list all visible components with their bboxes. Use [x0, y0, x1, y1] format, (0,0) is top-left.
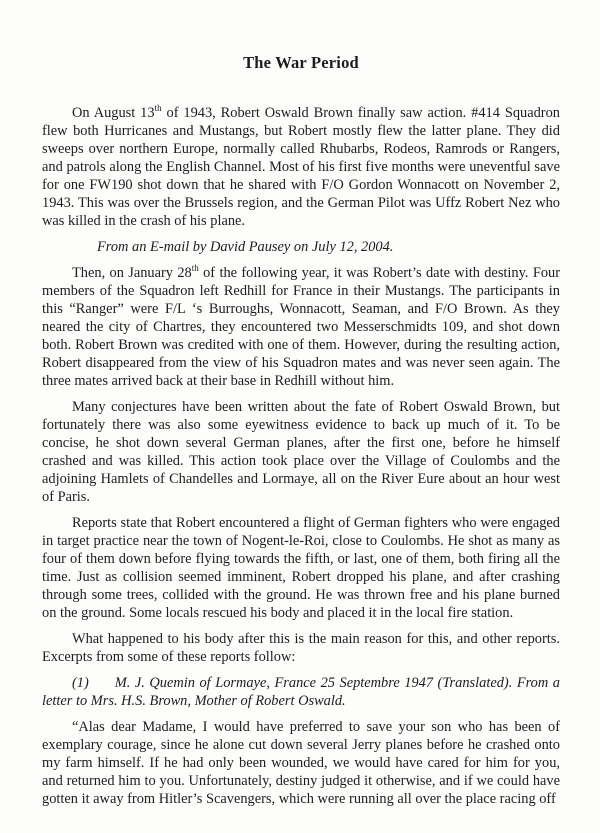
report-item-1	[42, 674, 560, 710]
paragraph-text: of 1943, Robert Oswald Brown finally saw action. #414 Squadron flew both Hurricanes and Mustangs, but Robert mostly flew the latter plane. They did sweeps over northern Europe, normally called Rhubarbs, Rodeos, Ramrods or Rangers, and patrols along the English Channel. Most of his first five months were uneventful save for one FW190 shot down that he shared with F/O Gordon Wonnacott on November 2, 1943. This was over the Brussels region, and the German Pilot was Uffz Robert Nez who was killed in the crash of his plane.	[42, 105, 560, 229]
paragraph-final-flight	[42, 264, 560, 390]
report-heading: M. J. Quemin of Lormaye, France 25 Septembre 1947 (Translated). From a letter to Mrs. H.S. Brown, Mother of Robert Oswald.	[42, 675, 560, 709]
paragraph-war-action	[42, 104, 560, 230]
paragraph-reports: Reports state that Robert encountered a flight of German fighters who were engaged in target practice near the town of Nogent-le-Roi, close to Coulombs. He shot as many as four of them down before flying towards the fifth, or last, one of them, both firing all the time. Just as collision seemed imminent, Robert dropped his plane, and after crashing through some trees, collided with the ground. He was thrown free and his plane burned on the ground. Some locals rescued his body and placed it in the local fire station.	[42, 515, 560, 621]
paragraph-text: On August 13	[72, 105, 155, 121]
paragraph-excerpts-intro: What happened to his body after this is the main reason for this, and other reports. Excerpts from some of these reports follow:	[42, 631, 560, 665]
paragraph-text: of the following year, it was Robert’s date with destiny. Four members of the Squadron left Redhill for France in their Mustangs. The participants in this “Ranger” were F/L ‘s Burroughs, Wonnacott, Seaman, and F/O Brown. As they neared the city of Chartres, they encountered two Messerschmidts 109, and shot down both. Robert Brown was credited with one of them. However, during the resulting action, Robert disappeared from the view of his Squadron mates and was never seen again. The three mates arrived back at their base in Redhill without him.	[42, 265, 561, 389]
report-number: (1)	[72, 675, 89, 691]
email-source-note: From an E-mail by David Pausey on July 12, 2004.	[97, 239, 394, 255]
paragraph-conjectures: Many conjectures have been written about the fate of Robert Oswald Brown, but fortunately there was also some eyewitness evidence to back up much of it. To be concise, he shot down several German planes, after the first one, before he himself crashed and was killed. This action took place over the Village of Coulombs and the adjoining Hamlets of Chandelles and Lormaye, all on the River Eure about an hour west of Paris.	[42, 399, 560, 505]
page-title: The War Period	[243, 53, 359, 72]
ordinal-superscript: th	[154, 103, 162, 114]
paragraph-letter-quote: “Alas dear Madame, I would have preferred to save your son who has been of exemplary courage, since he alone cut down several Jerry planes before he crashed onto my farm himself. If he had only been wounded, we would have cared for him for you, and returned him to you. Unfortunately, destiny judged it otherwise, and if we could have gotten it away from Hitler’s Scavengers, which were running all over the place racing off	[42, 719, 560, 807]
paragraph-text: Then, on January 28	[72, 265, 192, 281]
ordinal-superscript: th	[191, 263, 199, 274]
